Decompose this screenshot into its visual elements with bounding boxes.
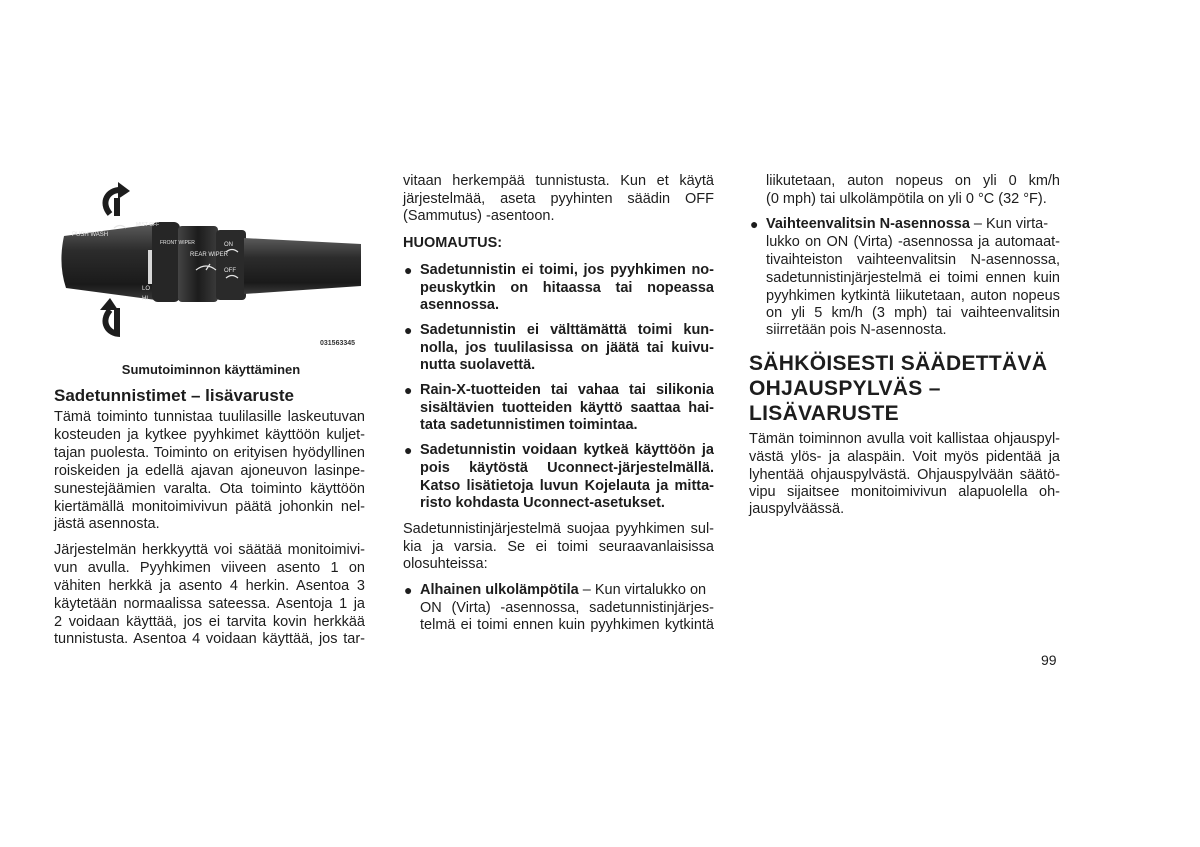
figure-code: 031563345 bbox=[320, 340, 356, 347]
note-item-line: sisältävien tuotteiden käyttö saattaa hai- bbox=[420, 400, 714, 416]
col2-para2-line: olosuhteissa: bbox=[403, 556, 488, 572]
on-label: ON bbox=[224, 242, 233, 248]
rotate-down-arrow-icon bbox=[100, 298, 120, 334]
condition-item-line bbox=[420, 581, 714, 599]
col1-para1-line: kosteuden ja kytkee pyyhkimet käyttöön kuljet- bbox=[54, 427, 365, 443]
bullet-icon: ● bbox=[404, 322, 413, 338]
col1-para1-line: Tämä toiminto tunnistaa tuulilasille laskeutuvan bbox=[54, 409, 365, 425]
col3-item-line: liikutetaan, auton nopeus on yli 0 km/h bbox=[766, 173, 1060, 189]
condition-item-line: on yli 5 km/h (3 mph) tai vaihteenvalitsin bbox=[766, 305, 1060, 321]
col1-para2-line: Järjestelmän herkkyyttä voi säätää monitoimivi- bbox=[54, 542, 365, 558]
section-heading-steering-column: SÄHKÖISESTI SÄÄDETTÄVÄ bbox=[749, 352, 1048, 375]
figure-caption: Sumutoiminnon käyttäminen bbox=[121, 362, 301, 377]
col1-para1-line: sunestejäämien varalta. Ota toiminto käyttöön bbox=[54, 481, 365, 497]
rotate-up-arrow-icon bbox=[105, 182, 130, 216]
col1-para1-line: roiskeiden ja edellä ajavan ajoneuvon lasinpe- bbox=[54, 463, 365, 479]
col1-para2-line: vun avulla. Pyyhkimen viiveen asento 1 on bbox=[54, 560, 365, 576]
note-item-line: tata sadetunnistimen toimintaa. bbox=[420, 417, 638, 433]
note-item-line: risto kohdasta Uconnect-asetukset. bbox=[420, 495, 665, 511]
section-heading-steering-column: LISÄVARUSTE bbox=[749, 402, 899, 425]
bullet-icon: ● bbox=[404, 382, 413, 398]
condition-item-line: tivaihteiston vaihteenvalitsin N-asennossa, bbox=[766, 252, 1060, 268]
col2-para1-line: järjestelmää, aseta pyyhinten säädin OFF bbox=[403, 191, 714, 207]
col2-para2-line: kia ja varsia. Se ei toimi seuraavanlaisissa bbox=[403, 539, 714, 555]
condition-item-title: Alhainen ulkolämpötila bbox=[420, 582, 579, 598]
lo-label: LO bbox=[142, 286, 151, 292]
bullet-icon: ● bbox=[404, 582, 413, 598]
col2-para1-line: vitaan herkempää tunnistusta. Kun et käytä bbox=[403, 173, 714, 189]
mist-off-label: MIST OFF bbox=[136, 222, 160, 228]
condition-item-line: pyyhkimen kytkintä liikutetaan, auton nopeus bbox=[766, 288, 1060, 304]
note-item-line: pois käytöstä Uconnect-järjestelmällä. bbox=[420, 460, 714, 476]
front-wiper-label: FRONT WIPER bbox=[160, 240, 195, 246]
col3-para-line: Tämän toiminnon avulla voit kallistaa ohjauspyl- bbox=[749, 431, 1060, 447]
col3-para-line: vipu sijaitsee monitoimivivun alapuolella oh- bbox=[749, 484, 1060, 500]
note-item-line: asennossa. bbox=[420, 297, 499, 313]
col2-para2-line: Sadetunnistinjärjestelmä suojaa pyyhkimen sul- bbox=[403, 521, 714, 537]
col1-para2-line: käytetään normaalissa sateessa. Asentoja 1 ja bbox=[54, 596, 365, 612]
col3-para-line: västä ylös- ja alaspäin. Voit myös pidentää ja bbox=[749, 449, 1060, 465]
note-item-line: Rain-X-tuotteiden tai vahaa tai silikonia bbox=[420, 382, 714, 398]
col3-item-line: (0 mph) tai ulkolämpötila on yli 0 °C (32 °F). bbox=[766, 191, 1047, 207]
condition-item-line: telmä ei toimi ennen kuin pyyhkimen kytkintä bbox=[420, 617, 714, 633]
col1-para2-line: 2 voidaan käyttää, jos ei tarvita kovin herkkää bbox=[54, 614, 365, 630]
col1-para1-line: jästä asennosta. bbox=[54, 516, 160, 532]
wiper-stalk-illustration bbox=[56, 178, 366, 343]
push-wash-label: PUSH WASH bbox=[72, 232, 109, 238]
section-heading-steering-column: OHJAUSPYLVÄS – bbox=[749, 377, 941, 400]
col3-para-line: lyhentää ohjauspylvästä. Ohjauspylvään säätö- bbox=[749, 467, 1060, 483]
condition-item-text: – Kun virtalukko on bbox=[578, 582, 707, 598]
col1-para2-line: vähiten herkkä ja asento 4 herkin. Asentoa 3 bbox=[54, 578, 365, 594]
note-label: HUOMAUTUS: bbox=[403, 235, 503, 251]
note-item-line: nutta suolavettä. bbox=[420, 357, 536, 373]
bullet-icon: ● bbox=[404, 262, 413, 278]
col1-para1-line: tajan puolesta. Toiminto on erityisen hyödyllinen bbox=[54, 445, 365, 461]
hi-label: HI bbox=[142, 296, 148, 302]
bullet-icon: ● bbox=[404, 442, 413, 458]
note-item-line: Sadetunnistin ei välttämättä toimi kun- bbox=[420, 322, 714, 338]
note-item-line: nolla, jos tuulilasissa on jäätä tai kuivu- bbox=[420, 340, 714, 356]
condition-item-line: sadetunnistinjärjestelmä ei toimi ennen kuin bbox=[766, 270, 1060, 286]
condition-item-line: siirretään pois N-asennosta. bbox=[766, 322, 947, 338]
note-item-line: Katso lisätietoja luvun Kojelauta ja mitta- bbox=[420, 478, 714, 494]
condition-item-line: lukko on ON (Virta) -asennossa ja automaat- bbox=[766, 234, 1060, 250]
page-number: 99 bbox=[1041, 652, 1057, 668]
rear-wiper-label: REAR WIPER bbox=[190, 252, 229, 258]
note-item-line: Sadetunnistin voidaan kytkeä käyttöön ja bbox=[420, 442, 714, 458]
col1-para2-line: tunnistusta. Asentoa 4 voidaan käyttää, jos tar- bbox=[54, 631, 365, 647]
condition-item-text: – Kun virta- bbox=[969, 216, 1049, 232]
col1-para1-line: kiertämällä monitoimivivun päätä johonkin nel- bbox=[54, 499, 365, 515]
note-item-line: peuskytkin on hitaassa tai nopeassa bbox=[420, 280, 714, 296]
note-item-line: Sadetunnistin ei toimi, jos pyyhkimen no- bbox=[420, 262, 714, 278]
col3-para-line: jauspylväässä. bbox=[749, 501, 845, 517]
off-label: OFF bbox=[224, 268, 236, 274]
condition-item-title: Vaihteenvalitsin N-asennossa bbox=[766, 216, 970, 232]
section-heading-rain-sensor: Sadetunnistimet – lisävaruste bbox=[54, 386, 294, 405]
bullet-icon: ● bbox=[750, 216, 759, 232]
condition-item-line bbox=[766, 215, 1060, 233]
col2-para1-line: (Sammutus) -asentoon. bbox=[403, 208, 555, 224]
condition-item-line: ON (Virta) -asennossa, sadetunnistinjärjes- bbox=[420, 600, 714, 616]
